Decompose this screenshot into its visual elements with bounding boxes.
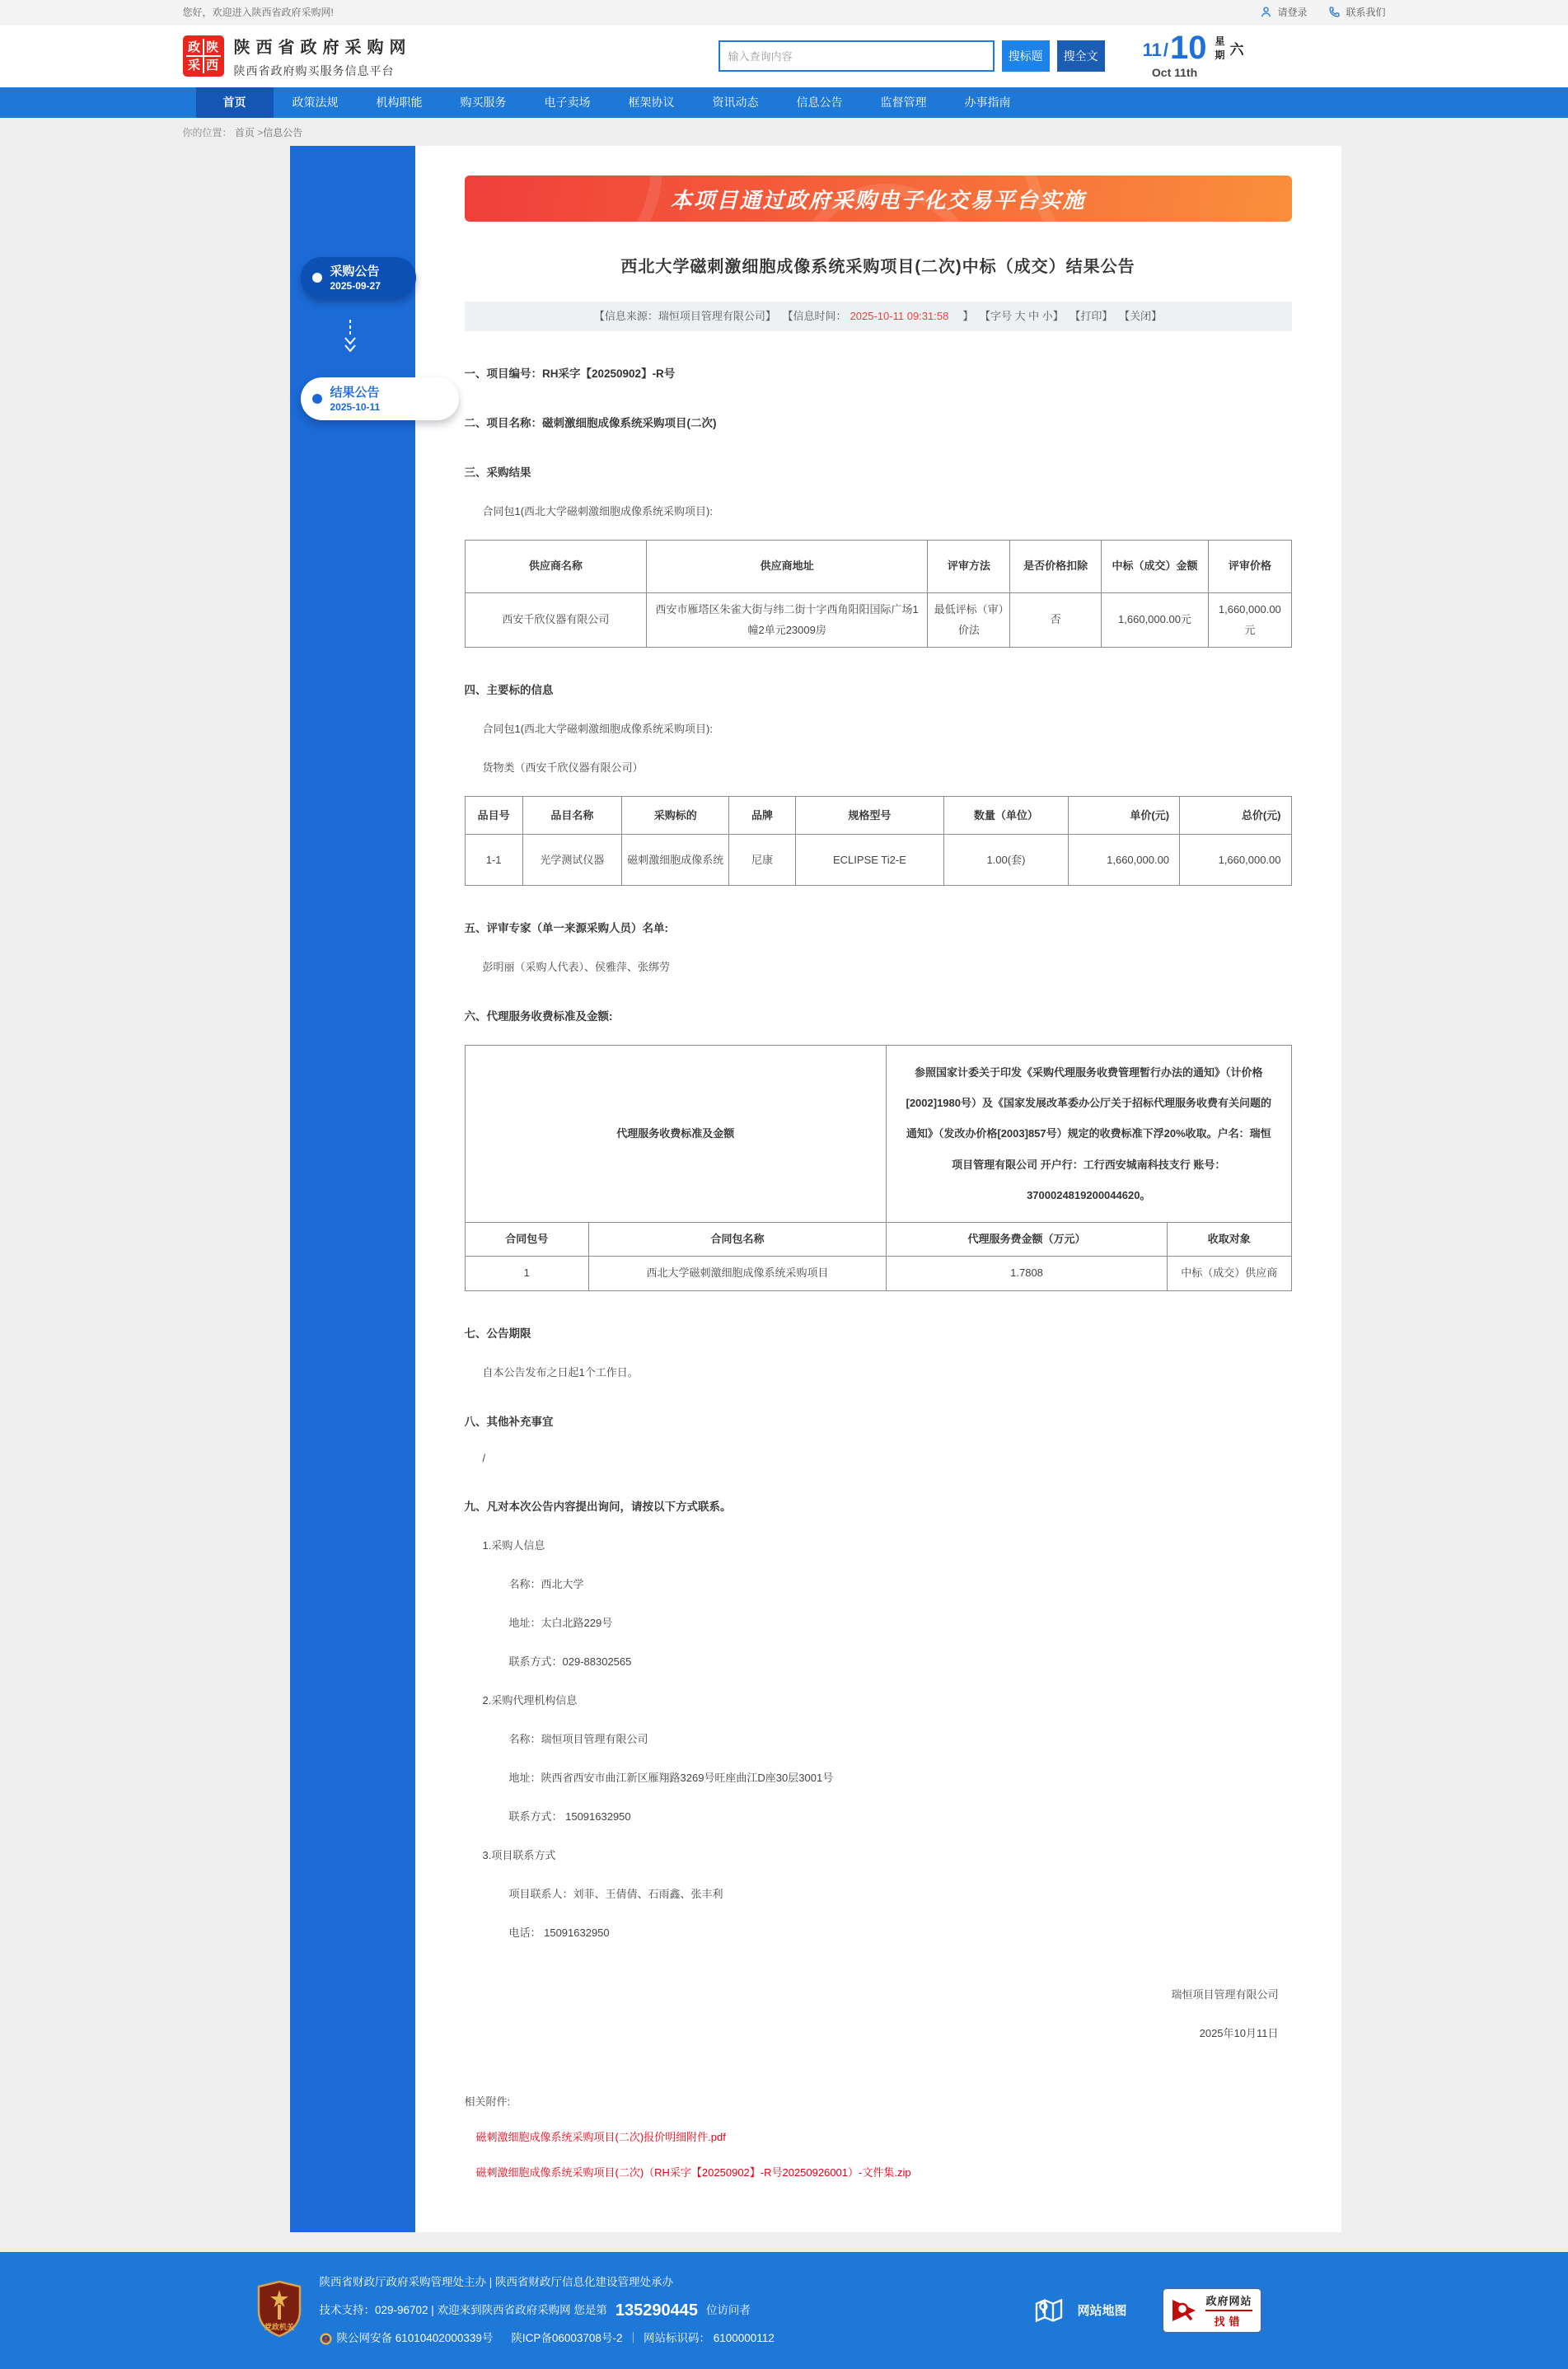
section-project-number: 一、项目编号：RH采字【20250902】-R号 bbox=[464, 368, 676, 380]
sidebar-item-result-announcement[interactable]: 结果公告 2025-10-11 bbox=[301, 377, 459, 420]
timeline-sidebar bbox=[290, 146, 415, 2232]
timeline-arrow-icon bbox=[285, 320, 415, 356]
footer-organizer-line: 陕西省财政厅政府采购管理处主办 | 陕西省财政厅信息化建设管理处承办 bbox=[319, 2275, 674, 2288]
agency-name: 名称：瑞恒项目管理有限公司 bbox=[508, 1732, 648, 1745]
main-nav bbox=[0, 87, 1568, 118]
timeline-dot-icon bbox=[312, 394, 322, 404]
section-contact-heading: 九、凡对本次公告内容提出询问，请按以下方式联系。 bbox=[464, 1500, 732, 1513]
site-logo: 政 陕 采 西 bbox=[183, 35, 224, 77]
section-agency-fee-heading: 六、代理服务收费标准及金额: bbox=[464, 1010, 613, 1023]
search-bar bbox=[718, 40, 1105, 72]
contract-package-line: 合同包1(西北大学磁刺激细胞成像系统采购项目): bbox=[482, 723, 714, 736]
search-fulltext-button[interactable]: 搜全文 bbox=[1057, 40, 1105, 72]
signature-block bbox=[465, 1986, 1292, 2040]
search-input[interactable] bbox=[718, 40, 995, 72]
main-area bbox=[0, 118, 1568, 2252]
nav-item-news[interactable]: 资讯动态 bbox=[712, 96, 759, 109]
gov-site-error-report-badge[interactable]: 政府网站 找错 bbox=[1162, 2287, 1262, 2334]
print-button[interactable]: 【打印】 bbox=[1070, 310, 1113, 322]
signature-org: 瑞恒项目管理有限公司 bbox=[1171, 1987, 1279, 2001]
attachment-zip-link[interactable]: 磁刺激细胞成像系统采购项目(二次)（RH采字【20250902】-R号20250926001）-文件集.zip bbox=[475, 2165, 911, 2179]
login-link[interactable]: 请登录 bbox=[1260, 5, 1307, 19]
top-bar bbox=[0, 0, 1568, 25]
visitor-count: 135290445 bbox=[615, 2301, 698, 2320]
fontsize-control[interactable]: 【字号 大 中 小】 bbox=[979, 310, 1064, 322]
agency-address: 地址：陕西省西安市曲江新区雁翔路3269号旺座曲江D座30层3001号 bbox=[508, 1771, 834, 1784]
section-other-heading: 八、其他补充事宜 bbox=[464, 1415, 554, 1428]
goods-category-line: 货物类（西安千欣仪器有限公司） bbox=[482, 761, 644, 775]
contact-link[interactable]: 联系我们 bbox=[1328, 5, 1385, 19]
period-text: 自本公告发布之日起1个工作日。 bbox=[482, 1365, 639, 1379]
weekday: 六 bbox=[1229, 42, 1244, 59]
supplier-result-table: 供应商名称 供应商地址 评审方法 是否价格扣除 中标（成交）金额 评审价格 西安千欣仪器有限公司 西安市雁塔区朱雀大街与纬二街十字西角阳阳国际广场1幢2单元23009房 最低评标（审）价法 否 1,660,000.00元 1,660,000.00元 bbox=[465, 540, 1292, 648]
section-result-heading: 三、采购结果 bbox=[464, 466, 531, 479]
search-title-button[interactable]: 搜标题 bbox=[1002, 40, 1050, 72]
site-header bbox=[0, 25, 1568, 87]
nav-item-purchase-services[interactable]: 购买服务 bbox=[460, 96, 507, 109]
date-month: 11 bbox=[1142, 40, 1162, 61]
breadcrumb: 你的位置： 首页 >信息公告 bbox=[182, 127, 303, 138]
site-code: 网站标识码： 6100000112 bbox=[643, 2331, 775, 2344]
beian-gongan-link[interactable]: 陕公网安备 61010402000339号 bbox=[336, 2331, 494, 2344]
attachment-pdf-link[interactable]: 磁刺激细胞成像系统采购项目(二次)报价明细附件.pdf bbox=[475, 2130, 726, 2143]
nav-item-announcements[interactable]: 信息公告 bbox=[796, 96, 843, 109]
sidebar-item-procurement-announcement[interactable]: 采购公告 2025-09-27 bbox=[301, 257, 416, 298]
project-contact-phone: 电话： 15091632950 bbox=[508, 1926, 610, 1939]
table-row: 1 西北大学磁刺激细胞成像系统采购项目 1.7808 中标（成交）供应商 bbox=[465, 1257, 1291, 1291]
info-source: 【信息来源：瑞恒项目管理有限公司】 bbox=[593, 310, 776, 322]
party-gov-emblem-icon bbox=[255, 2280, 303, 2340]
table-row: 西安千欣仪器有限公司 西安市雁塔区朱雀大街与纬二街十字西角阳阳国际广场1幢2单元23009房 最低评标（审）价法 否 1,660,000.00元 1,660,000.00元 bbox=[465, 593, 1291, 648]
nav-item-home[interactable]: 首页 bbox=[196, 87, 274, 118]
close-button[interactable]: 【关闭】 bbox=[1119, 310, 1163, 322]
subject-detail-table: 品目号 品目名称 采购标的 品牌 规格型号 数量（单位） 单价(元) 总价(元) 1-1 光学测试仪器 磁刺激细胞成像系统 尼康 ECLIPSE Ti2-E 1.00(套) 1,660,000.00 1,660,000.00 bbox=[465, 796, 1292, 886]
signature-date: 2025年10月11日 bbox=[1199, 2026, 1279, 2039]
sitemap-link[interactable]: 网站地图 bbox=[1032, 2294, 1126, 2327]
content-card bbox=[290, 146, 1341, 2232]
agency-info-heading: 2.采购代理机构信息 bbox=[482, 1693, 578, 1707]
buyer-address: 地址：太白北路229号 bbox=[508, 1616, 613, 1629]
nav-item-functions[interactable]: 机构职能 bbox=[376, 96, 423, 109]
site-footer bbox=[0, 2252, 1568, 2369]
agency-fee-table: 代理服务收费标准及金额 参照国家计委关于印发《采购代理服务收费管理暂行办法的通知》（计价格[2002]1980号）及《国家发展改革委办公厅关于招标代理服务收费有关问题的通知》（发改办价格[2003]857号）规定的收费标准下浮20%收取。户名：瑞恒项目管理有限公司 开户行：工行西安城南科技支行 账号：3700024819200044620。 合同包号 合同包名称 代理服务费金额（万元） 收取对象 1 西北大学磁刺激细胞成像系统采购项目 1.7808 中标（成交）供应商 bbox=[465, 1045, 1292, 1291]
footer-beian-line: 陕公网安备 61010402000339号 陕ICP备06003708号-2 ｜ 网站标识码： 6100000112 bbox=[320, 2330, 775, 2347]
buyer-name: 名称：西北大学 bbox=[508, 1577, 584, 1590]
sitemap-map-icon bbox=[1032, 2294, 1065, 2327]
phone-icon bbox=[1328, 6, 1341, 18]
beian-icp-link[interactable]: 陕ICP备06003708号-2 bbox=[511, 2331, 623, 2344]
platform-banner: 本项目通过政府采购电子化交易平台实施 bbox=[465, 176, 1292, 222]
section-subject-heading: 四、主要标的信息 bbox=[464, 684, 554, 697]
nav-item-policies[interactable]: 政策法规 bbox=[292, 96, 339, 109]
svg-text:党政机关: 党政机关 bbox=[264, 2323, 294, 2332]
breadcrumb-current-link[interactable]: 信息公告 bbox=[263, 127, 303, 138]
error-finder-magnifier-icon bbox=[1171, 2296, 1199, 2325]
date-english: Oct 11th bbox=[1151, 66, 1198, 79]
buyer-info-heading: 1.采购人信息 bbox=[482, 1538, 545, 1552]
site-subtitle: 陕西省政府购买服务信息平台 bbox=[233, 63, 395, 77]
table-row: 1-1 光学测试仪器 磁刺激细胞成像系统 尼康 ECLIPSE Ti2-E 1.00(套) 1,660,000.00 1,660,000.00 bbox=[465, 835, 1291, 886]
attachments-label: 相关附件: bbox=[464, 2095, 511, 2108]
buyer-phone: 联系方式：029-88302565 bbox=[508, 1655, 632, 1668]
announcement-article bbox=[415, 146, 1341, 2232]
nav-item-supervision[interactable]: 监督管理 bbox=[880, 96, 927, 109]
page-title: 西北大学磁刺激细胞成像系统采购项目(二次)中标（成交）结果公告 bbox=[620, 258, 1135, 276]
site-name: 陕西省政府采购网 bbox=[233, 38, 412, 57]
public-security-badge-icon bbox=[320, 2333, 332, 2345]
section-project-name: 二、项目名称：磁刺激细胞成像系统采购项目(二次) bbox=[464, 417, 717, 429]
section-experts-heading: 五、评审专家（单一来源采购人员）名单: bbox=[464, 922, 668, 935]
nav-item-guide[interactable]: 办事指南 bbox=[964, 96, 1011, 109]
nav-item-framework[interactable]: 框架协议 bbox=[628, 96, 675, 109]
nav-item-emall[interactable]: 电子卖场 bbox=[544, 96, 591, 109]
project-contact-heading: 3.项目联系方式 bbox=[482, 1848, 556, 1861]
breadcrumb-home-link[interactable]: 首页 bbox=[234, 127, 255, 138]
agency-phone: 联系方式： 15091632950 bbox=[508, 1810, 631, 1823]
timeline-dot-icon bbox=[312, 273, 322, 283]
welcome-text: 您好，欢迎进入陕西省政府采购网! bbox=[182, 7, 334, 18]
section-period-heading: 七、公告期限 bbox=[464, 1327, 531, 1340]
article-meta-bar: 【信息来源：瑞恒项目管理有限公司】 【信息时间： 2025-10-11 09:31:58 】 【字号 大 中 小】 【打印】 【关闭】 bbox=[465, 302, 1292, 331]
date-day: 10 bbox=[1169, 30, 1207, 66]
experts-list: 彭明丽（采购人代表）、侯雅萍、张绑劳 bbox=[482, 961, 671, 974]
user-icon bbox=[1260, 6, 1272, 18]
footer-visitors-line: 技术支持：029-96702 | 欢迎来到陕西省政府采购网 您是第 135290445 位访问者 bbox=[320, 2298, 775, 2323]
contract-package-line: 合同包1(西北大学磁刺激细胞成像系统采购项目): bbox=[482, 505, 714, 517]
other-text: / bbox=[482, 1451, 486, 1464]
date-widget: 11 / 10 Oct 11th 星 期 六 bbox=[1142, 30, 1244, 79]
project-contact-persons: 项目联系人：刘菲、王倩倩、石雨鑫、张丰利 bbox=[508, 1887, 723, 1900]
info-time: 2025-10-11 09:31:58 bbox=[850, 310, 949, 322]
